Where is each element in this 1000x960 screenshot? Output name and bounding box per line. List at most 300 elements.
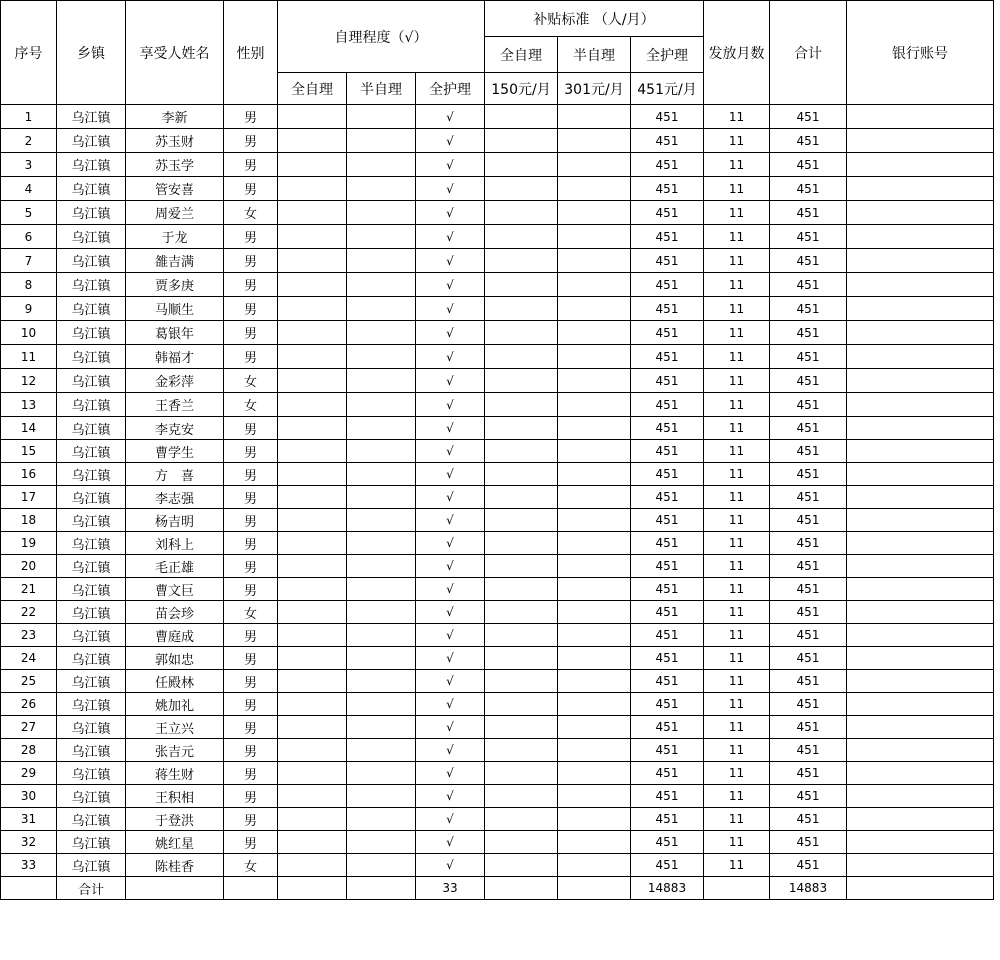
row-full-self [278, 297, 347, 321]
footer-grand-total: 14883 [770, 877, 847, 900]
row-gender: 男 [224, 739, 278, 762]
row-amount: 451 [631, 739, 704, 762]
table-row [1, 393, 994, 417]
row-bank [847, 177, 994, 201]
row-seq: 21 [1, 578, 57, 601]
row-full-self [278, 463, 347, 486]
rate-half-self: 301元/月 [558, 73, 631, 105]
row-seq: 23 [1, 624, 57, 647]
row-amount: 451 [631, 854, 704, 877]
row-rate-half-self [558, 393, 631, 417]
row-gender: 男 [224, 105, 278, 129]
row-gender: 男 [224, 297, 278, 321]
row-half-self [347, 693, 416, 716]
row-town: 乌江镇 [57, 854, 126, 877]
row-rate-full-self [485, 762, 558, 785]
header-gender: 性别 [224, 1, 278, 105]
row-town: 乌江镇 [57, 716, 126, 739]
table-row [1, 532, 994, 555]
row-bank [847, 129, 994, 153]
row-full-self [278, 440, 347, 463]
row-total: 451 [770, 393, 847, 417]
row-rate-half-self [558, 647, 631, 670]
row-seq: 29 [1, 762, 57, 785]
row-full-care: √ [416, 297, 485, 321]
row-rate-half-self [558, 693, 631, 716]
table-row [1, 297, 994, 321]
row-full-care: √ [416, 808, 485, 831]
row-total: 451 [770, 201, 847, 225]
row-full-care: √ [416, 831, 485, 854]
row-seq: 24 [1, 647, 57, 670]
row-half-self [347, 225, 416, 249]
row-full-self [278, 670, 347, 693]
row-bank [847, 440, 994, 463]
row-amount: 451 [631, 762, 704, 785]
row-full-self [278, 785, 347, 808]
row-name: 于登洪 [126, 808, 224, 831]
row-seq: 4 [1, 177, 57, 201]
row-town: 乌江镇 [57, 463, 126, 486]
row-amount: 451 [631, 463, 704, 486]
row-amount: 451 [631, 486, 704, 509]
row-rate-half-self [558, 785, 631, 808]
row-gender: 男 [224, 647, 278, 670]
row-total: 451 [770, 785, 847, 808]
footer-care-count: 33 [416, 877, 485, 900]
row-months: 11 [704, 273, 770, 297]
row-seq: 31 [1, 808, 57, 831]
row-full-care: √ [416, 440, 485, 463]
row-full-self [278, 105, 347, 129]
row-rate-full-self [485, 831, 558, 854]
row-seq: 27 [1, 716, 57, 739]
row-full-care: √ [416, 177, 485, 201]
row-seq: 10 [1, 321, 57, 345]
row-rate-half-self [558, 440, 631, 463]
row-rate-full-self [485, 273, 558, 297]
row-rate-full-self [485, 509, 558, 532]
table-row [1, 555, 994, 578]
row-rate-half-self [558, 201, 631, 225]
row-bank [847, 249, 994, 273]
table-row [1, 369, 994, 393]
header-name: 享受人姓名 [126, 1, 224, 105]
header-self-care: 自理程度（√） [278, 1, 485, 73]
row-half-self [347, 762, 416, 785]
row-total: 451 [770, 321, 847, 345]
row-rate-full-self [485, 417, 558, 440]
row-total: 451 [770, 647, 847, 670]
row-total: 451 [770, 716, 847, 739]
row-full-self [278, 716, 347, 739]
row-seq: 5 [1, 201, 57, 225]
row-months: 11 [704, 601, 770, 624]
row-full-self [278, 509, 347, 532]
row-town: 乌江镇 [57, 785, 126, 808]
row-gender: 男 [224, 321, 278, 345]
header-seq: 序号 [1, 1, 57, 105]
row-gender: 男 [224, 670, 278, 693]
row-full-self [278, 177, 347, 201]
header-bank: 银行账号 [847, 1, 994, 105]
row-gender: 男 [224, 273, 278, 297]
row-amount: 451 [631, 532, 704, 555]
table-row [1, 486, 994, 509]
row-seq: 7 [1, 249, 57, 273]
row-name: 王立兴 [126, 716, 224, 739]
row-bank [847, 808, 994, 831]
row-total: 451 [770, 486, 847, 509]
row-half-self [347, 463, 416, 486]
table-row [1, 624, 994, 647]
row-months: 11 [704, 716, 770, 739]
row-rate-full-self [485, 670, 558, 693]
row-total: 451 [770, 129, 847, 153]
row-name: 贾多庚 [126, 273, 224, 297]
header-months: 发放月数 [704, 1, 770, 105]
row-rate-full-self [485, 739, 558, 762]
row-gender: 男 [224, 153, 278, 177]
row-full-self [278, 369, 347, 393]
table-row [1, 509, 994, 532]
row-town: 乌江镇 [57, 762, 126, 785]
row-gender: 男 [224, 440, 278, 463]
row-rate-full-self [485, 854, 558, 877]
row-full-self [278, 624, 347, 647]
row-bank [847, 509, 994, 532]
row-rate-half-self [558, 762, 631, 785]
row-name: 苗会珍 [126, 601, 224, 624]
table-row [1, 417, 994, 440]
row-total: 451 [770, 831, 847, 854]
row-full-self [278, 854, 347, 877]
row-half-self [347, 716, 416, 739]
row-full-care: √ [416, 345, 485, 369]
row-name: 蒋生财 [126, 762, 224, 785]
row-amount: 451 [631, 831, 704, 854]
row-bank [847, 486, 994, 509]
table-row [1, 808, 994, 831]
row-half-self [347, 153, 416, 177]
row-town: 乌江镇 [57, 153, 126, 177]
row-full-care: √ [416, 369, 485, 393]
row-gender: 男 [224, 509, 278, 532]
row-bank [847, 785, 994, 808]
row-rate-half-self [558, 463, 631, 486]
row-seq: 9 [1, 297, 57, 321]
row-seq: 14 [1, 417, 57, 440]
row-half-self [347, 273, 416, 297]
row-months: 11 [704, 225, 770, 249]
row-months: 11 [704, 345, 770, 369]
row-gender: 男 [224, 578, 278, 601]
row-full-care: √ [416, 785, 485, 808]
row-name: 张吉元 [126, 739, 224, 762]
row-full-care: √ [416, 153, 485, 177]
row-months: 11 [704, 555, 770, 578]
row-rate-half-self [558, 369, 631, 393]
table-row [1, 647, 994, 670]
row-name: 王香兰 [126, 393, 224, 417]
row-rate-half-self [558, 670, 631, 693]
row-seq: 18 [1, 509, 57, 532]
row-gender: 女 [224, 201, 278, 225]
row-amount: 451 [631, 369, 704, 393]
header-town: 乡镇 [57, 1, 126, 105]
row-full-care: √ [416, 624, 485, 647]
row-name: 苏玉财 [126, 129, 224, 153]
row-amount: 451 [631, 105, 704, 129]
row-amount: 451 [631, 716, 704, 739]
row-total: 451 [770, 369, 847, 393]
row-gender: 男 [224, 762, 278, 785]
row-total: 451 [770, 555, 847, 578]
row-town: 乌江镇 [57, 177, 126, 201]
row-total: 451 [770, 249, 847, 273]
row-amount: 451 [631, 693, 704, 716]
row-town: 乌江镇 [57, 647, 126, 670]
row-gender: 男 [224, 831, 278, 854]
row-gender: 男 [224, 225, 278, 249]
table-row [1, 578, 994, 601]
table-row [1, 601, 994, 624]
table-footer [1, 877, 994, 900]
row-bank [847, 532, 994, 555]
row-town: 乌江镇 [57, 249, 126, 273]
header-rate-half-self: 半自理 [558, 37, 631, 73]
row-months: 11 [704, 647, 770, 670]
row-bank [847, 369, 994, 393]
row-name: 任殿林 [126, 670, 224, 693]
row-town: 乌江镇 [57, 345, 126, 369]
row-amount: 451 [631, 129, 704, 153]
row-rate-full-self [485, 578, 558, 601]
row-full-care: √ [416, 532, 485, 555]
row-town: 乌江镇 [57, 321, 126, 345]
row-gender: 男 [224, 486, 278, 509]
rate-full-care: 451元/月 [631, 73, 704, 105]
row-gender: 女 [224, 854, 278, 877]
row-months: 11 [704, 417, 770, 440]
row-town: 乌江镇 [57, 578, 126, 601]
row-bank [847, 321, 994, 345]
row-total: 451 [770, 225, 847, 249]
row-town: 乌江镇 [57, 273, 126, 297]
row-rate-full-self [485, 369, 558, 393]
row-gender: 男 [224, 249, 278, 273]
row-rate-full-self [485, 321, 558, 345]
footer-amount-total: 14883 [631, 877, 704, 900]
row-town: 乌江镇 [57, 532, 126, 555]
row-seq: 17 [1, 486, 57, 509]
row-gender: 男 [224, 555, 278, 578]
row-half-self [347, 624, 416, 647]
row-total: 451 [770, 624, 847, 647]
row-full-care: √ [416, 670, 485, 693]
row-total: 451 [770, 762, 847, 785]
row-half-self [347, 808, 416, 831]
row-half-self [347, 486, 416, 509]
row-rate-full-self [485, 532, 558, 555]
row-months: 11 [704, 509, 770, 532]
row-amount: 451 [631, 601, 704, 624]
footer-label: 合计 [57, 877, 126, 900]
row-months: 11 [704, 762, 770, 785]
row-half-self [347, 854, 416, 877]
row-name: 杨吉明 [126, 509, 224, 532]
row-months: 11 [704, 854, 770, 877]
row-amount: 451 [631, 153, 704, 177]
row-months: 11 [704, 393, 770, 417]
table-row [1, 440, 994, 463]
row-amount: 451 [631, 785, 704, 808]
row-town: 乌江镇 [57, 808, 126, 831]
row-half-self [347, 532, 416, 555]
row-name: 葛银年 [126, 321, 224, 345]
row-full-care: √ [416, 393, 485, 417]
row-rate-half-self [558, 321, 631, 345]
row-full-care: √ [416, 555, 485, 578]
row-seq: 19 [1, 532, 57, 555]
row-rate-half-self [558, 129, 631, 153]
table-row [1, 321, 994, 345]
row-gender: 男 [224, 532, 278, 555]
table-row [1, 201, 994, 225]
table-row [1, 129, 994, 153]
row-full-care: √ [416, 486, 485, 509]
row-rate-full-self [485, 716, 558, 739]
row-name: 周爱兰 [126, 201, 224, 225]
row-full-self [278, 762, 347, 785]
row-rate-full-self [485, 808, 558, 831]
row-seq: 22 [1, 601, 57, 624]
row-name: 韩福才 [126, 345, 224, 369]
row-full-care: √ [416, 762, 485, 785]
row-months: 11 [704, 177, 770, 201]
row-gender: 女 [224, 601, 278, 624]
row-rate-full-self [485, 345, 558, 369]
row-bank [847, 393, 994, 417]
table-row [1, 249, 994, 273]
row-amount: 451 [631, 321, 704, 345]
row-total: 451 [770, 297, 847, 321]
row-full-care: √ [416, 321, 485, 345]
row-full-care: √ [416, 105, 485, 129]
row-total: 451 [770, 532, 847, 555]
header-rate-full-self: 全自理 [485, 37, 558, 73]
row-total: 451 [770, 417, 847, 440]
row-total: 451 [770, 440, 847, 463]
row-bank [847, 739, 994, 762]
row-gender: 男 [224, 177, 278, 201]
row-rate-full-self [485, 624, 558, 647]
row-seq: 2 [1, 129, 57, 153]
row-town: 乌江镇 [57, 831, 126, 854]
row-town: 乌江镇 [57, 129, 126, 153]
row-amount: 451 [631, 273, 704, 297]
row-town: 乌江镇 [57, 601, 126, 624]
row-name: 金彩萍 [126, 369, 224, 393]
row-full-care: √ [416, 509, 485, 532]
row-bank [847, 463, 994, 486]
row-full-care: √ [416, 693, 485, 716]
row-rate-half-self [558, 486, 631, 509]
row-rate-full-self [485, 440, 558, 463]
row-months: 11 [704, 249, 770, 273]
row-half-self [347, 509, 416, 532]
row-months: 11 [704, 831, 770, 854]
row-bank [847, 854, 994, 877]
row-months: 11 [704, 670, 770, 693]
row-full-care: √ [416, 716, 485, 739]
row-gender: 男 [224, 624, 278, 647]
row-rate-half-self [558, 273, 631, 297]
header-half-self: 半自理 [347, 73, 416, 105]
row-rate-full-self [485, 177, 558, 201]
table-row [1, 831, 994, 854]
row-full-self [278, 345, 347, 369]
row-months: 11 [704, 129, 770, 153]
row-total: 451 [770, 105, 847, 129]
row-bank [847, 273, 994, 297]
row-half-self [347, 417, 416, 440]
row-months: 11 [704, 739, 770, 762]
row-half-self [347, 739, 416, 762]
row-months: 11 [704, 201, 770, 225]
row-name: 曹庭成 [126, 624, 224, 647]
row-seq: 13 [1, 393, 57, 417]
row-rate-full-self [485, 693, 558, 716]
table-row [1, 785, 994, 808]
row-town: 乌江镇 [57, 486, 126, 509]
row-gender: 男 [224, 417, 278, 440]
row-total: 451 [770, 345, 847, 369]
row-seq: 8 [1, 273, 57, 297]
row-months: 11 [704, 297, 770, 321]
row-rate-half-self [558, 601, 631, 624]
row-full-care: √ [416, 201, 485, 225]
row-bank [847, 624, 994, 647]
table-row [1, 105, 994, 129]
row-full-self [278, 578, 347, 601]
row-rate-full-self [485, 201, 558, 225]
row-bank [847, 693, 994, 716]
table-row [1, 345, 994, 369]
row-name: 刘科上 [126, 532, 224, 555]
table-row [1, 670, 994, 693]
table-row [1, 716, 994, 739]
row-town: 乌江镇 [57, 670, 126, 693]
row-seq: 1 [1, 105, 57, 129]
row-rate-half-self [558, 225, 631, 249]
row-seq: 25 [1, 670, 57, 693]
row-amount: 451 [631, 440, 704, 463]
row-full-self [278, 393, 347, 417]
header-subsidy: 补贴标准 （人/月） [485, 1, 704, 37]
header-total: 合计 [770, 1, 847, 105]
row-months: 11 [704, 532, 770, 555]
row-full-self [278, 808, 347, 831]
row-months: 11 [704, 153, 770, 177]
row-rate-full-self [485, 225, 558, 249]
row-half-self [347, 578, 416, 601]
row-rate-full-self [485, 129, 558, 153]
row-name: 姚红星 [126, 831, 224, 854]
row-total: 451 [770, 601, 847, 624]
row-name: 管安喜 [126, 177, 224, 201]
row-bank [847, 578, 994, 601]
